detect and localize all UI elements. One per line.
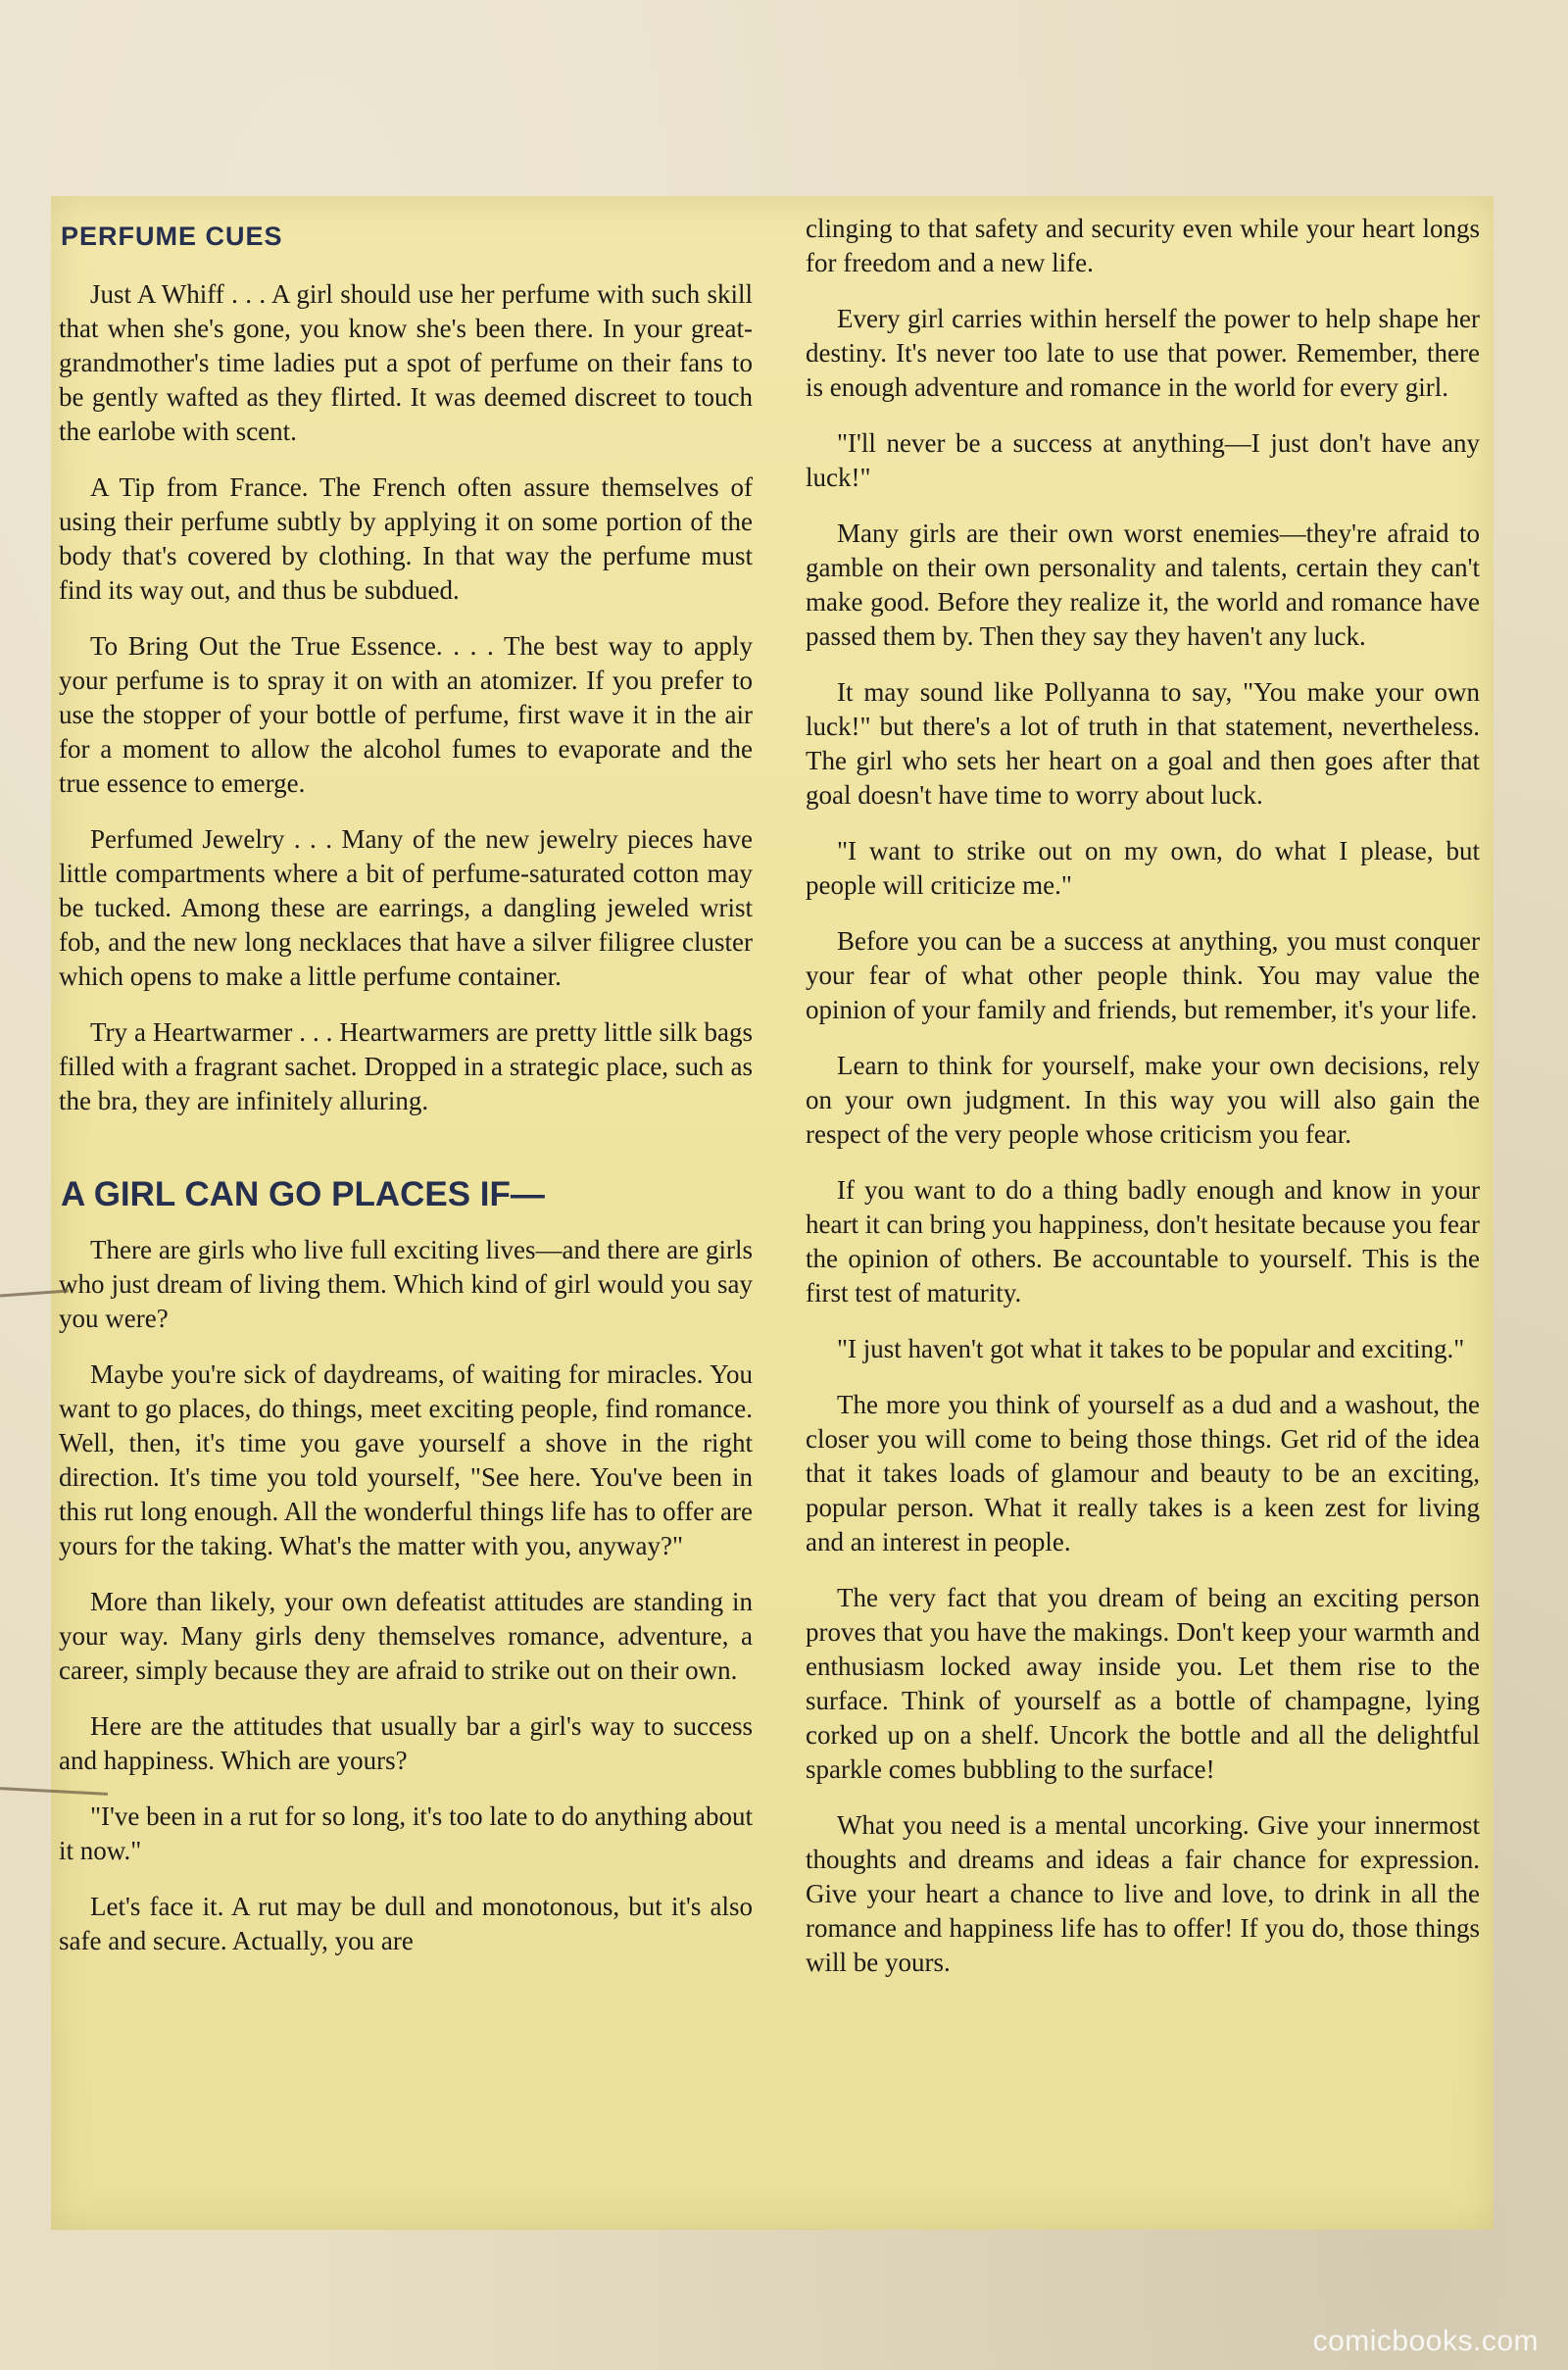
girl-can-go-places-heading: A GIRL CAN GO PLACES IF—	[61, 1175, 545, 1213]
girl-paragraph: "I've been in a rut for so long, it's too late to do anything about it now."	[59, 1802, 753, 1865]
right-column	[796, 196, 1494, 2230]
girl-paragraph: There are girls who live full exciting lives—and there are girls who just dream of living them. Which kind of girl would you say you were?	[59, 1235, 753, 1333]
perfume-paragraph: A Tip from France. The French often assure themselves of using their perfume subtly by applying it on some portion of the body that's covered by clothing. In that way the perfume must find its way out, and thus be subdued.	[59, 472, 753, 605]
perfume-paragraph: Perfumed Jewelry . . . Many of the new jewelry pieces have little compartments where a bit of perfume-saturated cotton may be tucked. Among these are earrings, a dangling jeweled wrist fob, and the new long necklaces that have a silver filigree cluster which opens to make a little perfume container.	[59, 824, 753, 991]
girl-paragraph: "I want to strike out on my own, do what I please, but people will criticize me."	[806, 836, 1480, 900]
watermark-text: comicbooks.com	[1312, 2325, 1539, 2357]
girl-paragraph: The more you think of yourself as a dud and a washout, the closer you will come to being those things. Get rid of the idea that it takes loads of glamour and beauty to be an exciting, popular person. What it really takes is a keen zest for living and an interest in people.	[806, 1390, 1480, 1556]
article-panel	[51, 196, 1494, 2230]
perfume-paragraph: Try a Heartwarmer . . . Heartwarmers are pretty little silk bags filled with a fragrant sachet. Dropped in a strategic place, such as the bra, they are infinitely alluring.	[59, 1017, 753, 1115]
perfume-paragraph: Just A Whiff . . . A girl should use her perfume with such skill that when she's gone, you know she's been there. In your great-grandmother's time ladies put a spot of perfume on their fans to be gently wafted as they flirted. It was deemed discreet to touch the earlobe with scent.	[59, 279, 753, 446]
girl-paragraph: If you want to do a thing badly enough and know in your heart it can bring you happiness, don't hesitate because you fear the opinion of others. Be accountable to yourself. This is the first test of maturity.	[806, 1175, 1480, 1308]
perfume-cues-heading: PERFUME CUES	[61, 222, 283, 251]
left-column	[51, 196, 772, 2230]
girl-paragraph: More than likely, your own defeatist attitudes are standing in your way. Many girls deny themselves romance, adventure, a career, simply because they are afraid to strike out on their own.	[59, 1587, 753, 1685]
girl-paragraph: It may sound like Pollyanna to say, "You make your own luck!" but there's a lot of truth in that statement, nevertheless. The girl who sets her heart on a goal and then goes after that goal doesn't have time to worry about luck.	[806, 677, 1480, 810]
girl-paragraph: Let's face it. A rut may be dull and monotonous, but it's also safe and secure. Actually, you are	[59, 1892, 753, 1955]
girl-paragraph: What you need is a mental uncorking. Give your innermost thoughts and dreams and ideas a fair chance for expression. Give your heart a chance to live and love, to drink in all the romance and happiness life has to offer! If you do, those things will be yours.	[806, 1810, 1480, 1977]
girl-paragraph: Every girl carries within herself the power to help shape her destiny. It's never too late to use that power. Remember, there is enough adventure and romance in the world for every girl.	[806, 304, 1480, 402]
girl-paragraph: The very fact that you dream of being an exciting person proves that you have the makings. Don't keep your warmth and enthusiasm locked away inside you. Let them rise to the surface. Think of yourself as a bottle of champagne, lying corked up on a shelf. Uncork the bottle and all the delightful sparkle comes bubbling to the surface!	[806, 1583, 1480, 1784]
girl-paragraph: Here are the attitudes that usually bar a girl's way to success and happiness. Which are yours?	[59, 1711, 753, 1775]
girl-paragraph: "I just haven't got what it takes to be popular and exciting."	[837, 1334, 1465, 1363]
perfume-paragraph: To Bring Out the True Essence. . . . The best way to apply your perfume is to spray it on with an atomizer. If you prefer to use the stopper of your bottle of perfume, first wave it in the air for a moment to allow the alcohol fumes to evaporate and the true essence to emerge.	[59, 631, 753, 798]
girl-paragraph: Before you can be a success at anything, you must conquer your fear of what other people think. You may value the opinion of your family and friends, but remember, it's your life.	[806, 926, 1480, 1024]
girl-paragraph: Maybe you're sick of daydreams, of waiting for miracles. You want to go places, do things, meet exciting people, find romance. Well, then, it's time you gave yourself a shove in the right direction. It's time you told yourself, "See here. You've been in this rut long enough. All the wonderful things life has to offer are yours for the taking. What's the matter with you, anyway?"	[59, 1359, 753, 1560]
girl-paragraph: Many girls are their own worst enemies—they're afraid to gamble on their own personality and talents, certain they can't make good. Before they realize it, the world and romance have passed them by. Then they say they haven't any luck.	[806, 518, 1480, 651]
girl-paragraph-continued: clinging to that safety and security even while your heart longs for freedom and a new life.	[806, 214, 1480, 277]
girl-paragraph: Learn to think for yourself, make your own decisions, rely on your own judgment. In this way you will also gain the respect of the very people whose criticism you fear.	[806, 1051, 1480, 1149]
girl-paragraph: "I'll never be a success at anything—I just don't have any luck!"	[806, 428, 1480, 492]
